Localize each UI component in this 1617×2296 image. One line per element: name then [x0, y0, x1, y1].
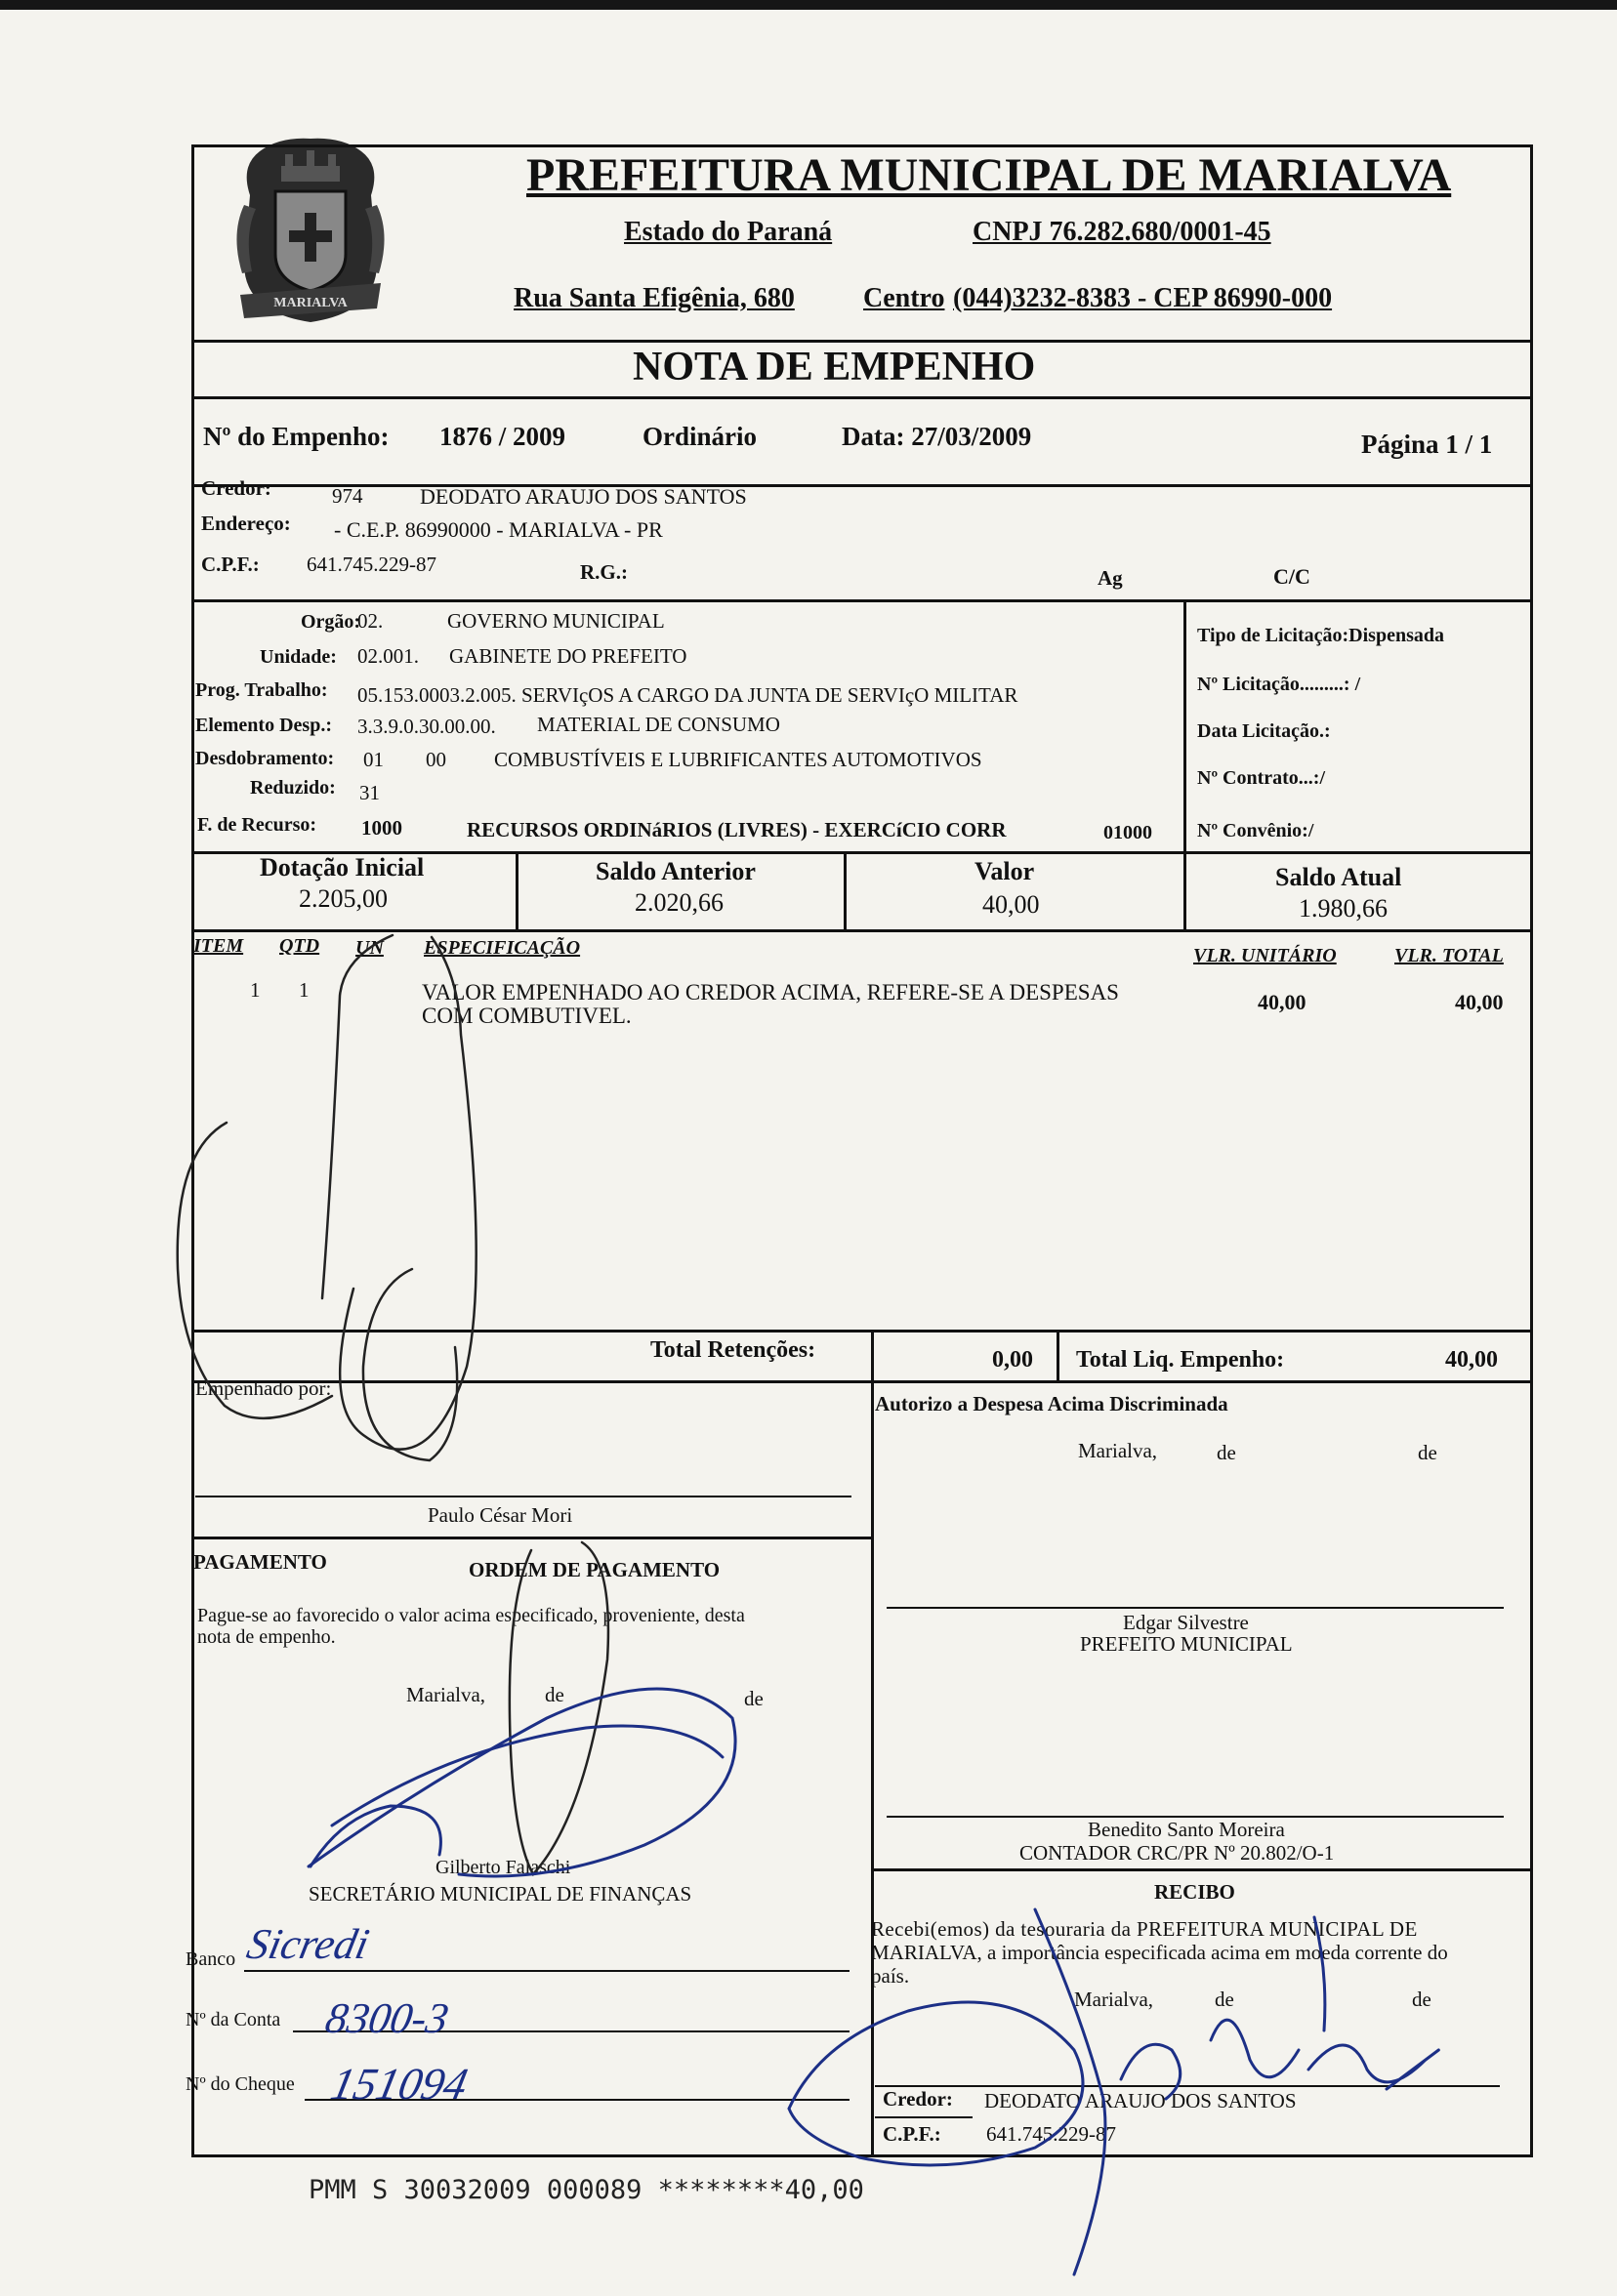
divider — [875, 2116, 973, 2118]
receipt-creditor-name: DEODATO ARAUJO DOS SANTOS — [984, 2089, 1297, 2112]
state-label: Estado do Paraná — [624, 217, 833, 247]
payment-text-1: Pague-se ao favorecido o valor acima especificado, proveniente, desta — [197, 1605, 745, 1626]
creditor-label: Credor: — [201, 476, 271, 500]
creditor-code: 974 — [332, 484, 363, 508]
initial-allocation-value: 2.205,00 — [299, 884, 388, 913]
receipt-text-3: país. — [871, 1964, 910, 1988]
unidade-code: 02.001. — [357, 644, 419, 668]
resource-name: RECURSOS ORDINáRIOS (LIVRES) - EXERCíCIO CORR — [467, 818, 1007, 841]
resource-number: 01000 — [1103, 822, 1152, 843]
bid-date: Data Licitação.: — [1197, 720, 1331, 742]
items-header-unit-price: VLR. UNITÁRIO — [1193, 945, 1337, 966]
bank-handwritten: Sicredi — [242, 1920, 374, 1968]
divider — [191, 1380, 1533, 1383]
previous-balance-label: Saldo Anterior — [596, 857, 756, 885]
creditor-name: DEODATO ARAUJO DOS SANTOS — [420, 484, 747, 509]
items-header-item: ITEM — [193, 935, 244, 957]
page-number: Página 1 / 1 — [1361, 430, 1493, 459]
divider — [516, 851, 518, 929]
crest-ribbon-text: MARIALVA — [273, 296, 348, 310]
orgao-code: 02. — [357, 609, 384, 633]
scan-top-edge — [0, 0, 1617, 10]
account-label: C/C — [1273, 564, 1310, 589]
receipt-creditor-label: Credor: — [883, 2087, 953, 2111]
creditor-cpf: 641.745.229-87 — [307, 553, 436, 576]
document-title: NOTA DE EMPENHO — [633, 345, 1036, 390]
breakdown-name: COMBUSTÍVEIS E LUBRIFICANTES AUTOMOTIVOS — [494, 748, 982, 771]
divider — [191, 1330, 1533, 1332]
accountant-title: CONTADOR CRC/PR Nº 20.802/O-1 — [1019, 1841, 1335, 1865]
contract-number: Nº Contrato...:/ — [1197, 767, 1326, 789]
bank-line — [244, 1970, 850, 1972]
district-label: Centro — [863, 283, 945, 313]
divider — [191, 484, 1533, 487]
program-name: SERVIçOS A CARGO DA JUNTA DE SERVIçO MILITAR — [521, 683, 1018, 707]
receipt-date-sep-1: de — [1215, 1988, 1234, 2011]
program-code: 05.153.0003.2.005. — [357, 683, 517, 707]
items-header-unit: UN — [355, 937, 384, 959]
creditor-address: - C.E.P. 86990000 - MARIALVA - PR — [334, 517, 663, 542]
bank-label: Banco — [186, 1948, 236, 1970]
account-number-label: Nº da Conta — [186, 2009, 281, 2030]
check-handwritten: 151094 — [326, 2059, 473, 2109]
divider — [191, 599, 1533, 602]
reduced-code: 31 — [359, 781, 380, 804]
breakdown-code-a: 01 — [363, 748, 384, 771]
previous-balance-value: 2.020,66 — [635, 888, 724, 917]
orgao-name: GOVERNO MUNICIPAL — [447, 609, 665, 633]
divider — [1183, 599, 1186, 853]
empenho-date: Data: 27/03/2009 — [842, 422, 1032, 451]
payment-text-2: nota de empenho. — [197, 1626, 336, 1648]
resource-code: 1000 — [361, 816, 402, 840]
table-row-desc-1: VALOR EMPENHADO AO CREDOR ACIMA, REFERE-SE A DESPESAS — [422, 980, 1119, 1004]
divider — [871, 1380, 874, 2157]
payment-date-sep-1: de — [545, 1683, 564, 1706]
account-handwritten: 8300-3 — [321, 1994, 452, 2042]
rg-label: R.G.: — [580, 560, 628, 584]
resource-label: F. de Recurso: — [197, 814, 317, 836]
authorization-date-sep-2: de — [1418, 1441, 1437, 1464]
table-row-unit-price: 40,00 — [1258, 990, 1306, 1014]
receipt-title: RECIBO — [1154, 1880, 1235, 1904]
divider — [191, 1537, 871, 1539]
agency-label: Ag — [1098, 566, 1123, 590]
receipt-text-1: Recebi(emos) da tesouraria da PREFEITURA MUNICIPAL DE — [871, 1917, 1418, 1941]
municipality-title: PREFEITURA MUNICIPAL DE MARIALVA — [526, 149, 1452, 201]
value-amount: 40,00 — [982, 890, 1040, 919]
divider — [191, 929, 1533, 932]
signature-line — [195, 1496, 851, 1497]
orgao-label: Orgão: — [301, 611, 361, 633]
receipt-cpf-label: C.P.F.: — [883, 2122, 941, 2146]
bid-type: Tipo de Licitação:Dispensada — [1197, 625, 1444, 646]
address-label: Rua Santa Efigênia, 680 — [514, 283, 795, 313]
element-name: MATERIAL DE CONSUMO — [537, 713, 780, 736]
payment-label: PAGAMENTO — [193, 1550, 327, 1574]
table-row-item: 1 — [250, 978, 261, 1002]
divider — [871, 1330, 874, 1380]
contact-label: (044)3232-8383 - CEP 86990-000 — [953, 283, 1333, 313]
machine-stamp: PMM S 30032009 000089 ********40,00 — [309, 2175, 864, 2205]
receipt-date-sep-2: de — [1412, 1988, 1431, 2011]
unidade-name: GABINETE DO PREFEITO — [449, 644, 687, 668]
mayor-name: Edgar Silvestre — [1123, 1611, 1249, 1634]
authorization-city: Marialva, — [1078, 1439, 1158, 1462]
program-label: Prog. Trabalho: — [195, 679, 328, 701]
reduced-label: Reduzido: — [250, 777, 336, 799]
items-header-spec: ESPECIFICAÇÃO — [424, 937, 581, 959]
divider — [191, 396, 1533, 399]
authorization-date-sep-1: de — [1217, 1441, 1236, 1464]
divider — [191, 340, 1533, 343]
divider — [1057, 1330, 1059, 1380]
finance-secretary-title: SECRETÁRIO MUNICIPAL DE FINANÇAS — [309, 1882, 692, 1906]
payment-city: Marialva, — [406, 1683, 486, 1706]
payment-order-title: ORDEM DE PAGAMENTO — [469, 1558, 721, 1581]
net-total-label: Total Liq. Empenho: — [1076, 1347, 1285, 1373]
table-row-total: 40,00 — [1455, 990, 1504, 1014]
items-header-total: VLR. TOTAL — [1394, 945, 1504, 966]
signature-line — [887, 1607, 1504, 1609]
finance-secretary-name: Gilberto Falaschi — [435, 1857, 571, 1878]
check-number-label: Nº do Cheque — [186, 2073, 295, 2095]
authorization-label: Autorizo a Despesa Acima Discriminada — [875, 1392, 1228, 1415]
empenho-type: Ordinário — [643, 422, 758, 451]
divider — [844, 851, 847, 929]
signature-line — [875, 2085, 1500, 2087]
initial-allocation-label: Dotação Inicial — [260, 853, 425, 882]
unidade-label: Unidade: — [260, 646, 337, 668]
current-balance-label: Saldo Atual — [1275, 863, 1402, 891]
divider — [871, 1868, 1533, 1871]
agreement-number: Nº Convênio:/ — [1197, 820, 1314, 841]
net-total-value: 40,00 — [1445, 1347, 1498, 1373]
issued-by-name: Paulo César Mori — [428, 1503, 573, 1527]
table-row-qty: 1 — [299, 978, 310, 1002]
retentions-label: Total Retenções: — [650, 1337, 816, 1363]
element-label: Elemento Desp.: — [195, 715, 332, 736]
breakdown-code-b: 00 — [426, 748, 446, 771]
element-code: 3.3.9.0.30.00.00. — [357, 715, 496, 738]
cnpj-label: CNPJ 76.282.680/0001-45 — [973, 217, 1271, 247]
bid-number: Nº Licitação.........: / — [1197, 674, 1361, 695]
cpf-label: C.P.F.: — [201, 553, 260, 576]
address-field-label: Endereço: — [201, 512, 291, 535]
issued-by-label: Empenhado por: — [195, 1376, 332, 1400]
current-balance-value: 1.980,66 — [1299, 894, 1388, 922]
breakdown-label: Desdobramento: — [195, 748, 335, 769]
receipt-city: Marialva, — [1074, 1988, 1154, 2011]
table-row-desc-2: COM COMBUTIVEL. — [422, 1004, 632, 1028]
items-header-qty: QTD — [279, 935, 320, 957]
value-label: Valor — [974, 857, 1035, 885]
empenho-number: 1876 / 2009 — [439, 422, 566, 451]
receipt-cpf: 641.745.229-87 — [986, 2122, 1116, 2146]
retentions-value: 0,00 — [992, 1347, 1033, 1373]
accountant-name: Benedito Santo Moreira — [1088, 1818, 1285, 1841]
payment-date-sep-2: de — [744, 1687, 764, 1710]
divider — [1183, 851, 1186, 929]
receipt-text-2: MARIALVA, a importância especificada acima em moeda corrente do — [871, 1941, 1448, 1964]
empenho-number-label: Nº do Empenho: — [203, 422, 390, 451]
mayor-title: PREFEITO MUNICIPAL — [1080, 1632, 1293, 1656]
